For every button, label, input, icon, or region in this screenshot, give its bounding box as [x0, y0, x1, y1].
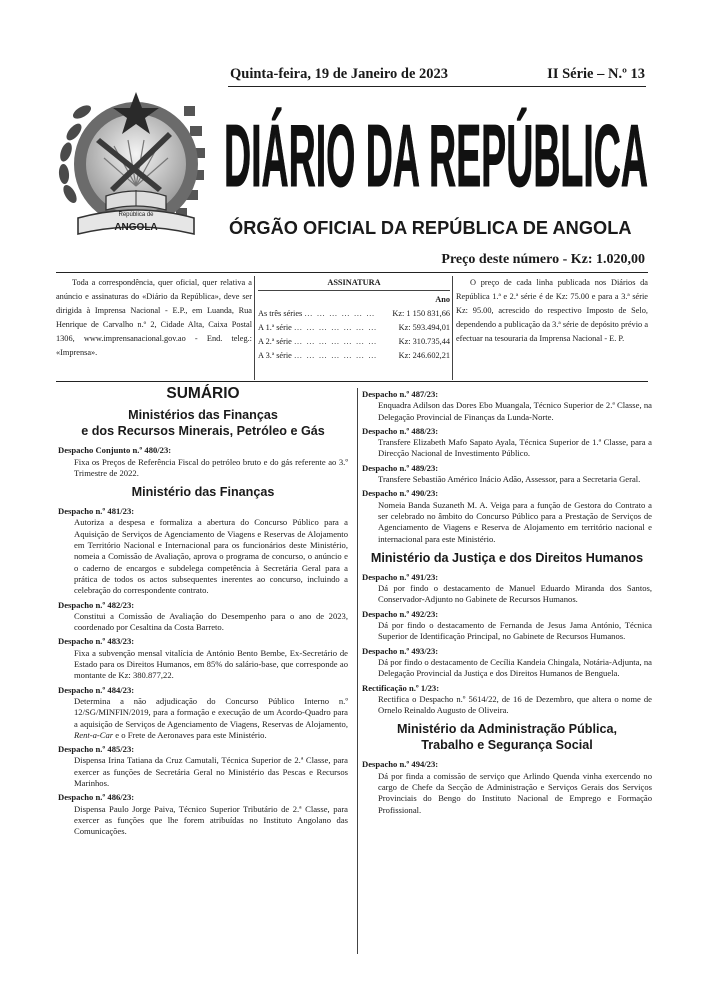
- subscription-row: A 1.ª série … … … … … … … Kz: 593.494,01: [258, 323, 450, 332]
- masthead-title: [222, 100, 652, 200]
- despacho-text: Dá por findo o destacamento de Manuel Eduardo Miranda dos Santos, Conservador-Adjunto no Gabinete de Recursos Humanos.: [378, 583, 652, 605]
- prices-text: O preço de cada linha publicada nos Diários da República 1.ª e 2.ª série é de Kz: 75.00 e para a 3.ª série Kz: 95.00, acrescido do respectivo Imposto de Selo, dependendo a publicação da 3.ª série de depósito prévio a efectuar na tesouraria da Imprensa Nacional - E. P.: [456, 278, 648, 343]
- subscription-row: A 3.ª série … … … … … … … Kz: 246.602,21: [258, 351, 450, 360]
- summary-heading: SUMÁRIO: [166, 385, 240, 402]
- despacho-heading: Despacho n.º 485/23:: [58, 744, 135, 755]
- issue-date: Quinta-feira, 19 de Janeiro de 2023: [230, 66, 449, 82]
- ministry-heading: Ministério da Administração Pública, Trabalho e Segurança Social: [397, 722, 617, 753]
- box-divider: [254, 276, 255, 380]
- despacho-heading: Despacho n.º 481/23:: [58, 506, 135, 517]
- rectificacao-text: Rectifica o Despacho n.º 5614/22, de 16 de Dezembro, que altera o nome de Ornelo Reinaldo Augusto de Oliveira.: [378, 693, 652, 716]
- ministry-heading: Ministério da Justiça e dos Direitos Humanos: [370, 550, 644, 565]
- despacho-heading: Despacho n.º 483/23:: [58, 636, 135, 647]
- despacho-text: Nomeia Banda Suzaneth M. A. Veiga para a função de Gestora do Contrato a ser celebrado no âmbito do Concurso Público para a Prestação de Serviços de Agenciamento de Viagens e Reserva de Alojamento em território nacional e internacional para este Ministério.: [378, 499, 652, 544]
- despacho-text: Dá por finda a comissão de serviço que Arlindo Quenda vinha exercendo no cargo de Chefe da Secção de Administração e Serviços Gerais dos Serviços Provinciais do Bengo do Instituto Nacional de Emprego e Formação Profissional.: [378, 770, 652, 815]
- despacho-text: Determina a não adjudicação do Concurso Público Interno n.º 12/SG/MINFIN/2019, para a formação e execução de um Acordo-Quadro para a aquisição de Serviços de Agenciamento de Viagens, Reservas de Alojamento, Rent-a-Car e o Frete de Aeronaves para este Ministério.: [74, 695, 348, 740]
- box-divider: [452, 276, 453, 380]
- despacho-heading: Despacho n.º 494/23:: [362, 759, 439, 770]
- despacho-heading: Despacho n.º 482/23:: [58, 599, 135, 610]
- despacho-text: Enquadra Adilson das Dores Ebo Muangala, Técnico Superior de 2.ª Classe, na Delegação Provincial de Finanças da Lunda-Norte.: [378, 400, 652, 422]
- masthead-subtitle: ÓRGÃO OFICIAL DA REPÚBLICA DE ANGOLA: [229, 218, 632, 238]
- subscription-row: A 2.ª série … … … … … … … Kz: 310.735,44: [258, 337, 450, 346]
- despacho-text: Autoriza a despesa e formaliza a abertura do Concurso Público para a Aquisição de Serviços de Agenciamento de Viagens e Reservas de Alojamento em Território Nacional e Internacional para os funcionários deste Ministério, nomeia a Comissão de Avaliação, aprova o programa de concurso, o anúncio e o caderno de encargos e subdelega competência à Secretária Geral para a prática de todos os actos subsequentes inerentes ao concurso, incluindo a celebração do correspondente contrato.: [74, 517, 348, 596]
- angola-coat-of-arms: [52, 68, 210, 244]
- emblem-banner-text: ANGOLA: [114, 222, 158, 233]
- despacho-text: Transfere Sebastião Américo Inácio Adão, Assessor, para a Secretaria Geral.: [378, 474, 641, 485]
- despacho-text: Dispensa Irina Tatiana da Cruz Camutali, Técnica Superior de 2.ª Classe, para exercer as funções de Secretária Geral no Ministério das Pescas e Recursos Marinhos.: [74, 755, 348, 789]
- masthead-title-text: DIÁRIO DA REPÚBLICA: [224, 106, 648, 200]
- subscription-row: As três séries … … … … … … Kz: 1 150 831,66: [258, 309, 450, 318]
- issue-price: Preço deste número - Kz: 1.020,00: [441, 252, 645, 267]
- despacho-heading: Despacho n.º 489/23:: [362, 462, 439, 473]
- despacho-text: Dá por findo o destacamento de Fernanda de Jesus Jama António, Técnica Superior de Identificação Principal, no Gabinete de Recursos Humanos.: [378, 620, 652, 642]
- despacho-heading: Despacho n.º 484/23:: [58, 684, 135, 695]
- despacho-heading: Despacho n.º 487/23:: [362, 389, 439, 399]
- despacho-heading: Despacho n.º 488/23:: [362, 425, 439, 436]
- despacho-heading: Despacho n.º 490/23:: [362, 488, 439, 499]
- emblem-ring-text: República de: [118, 212, 154, 218]
- summary-right-column: [362, 386, 652, 818]
- despacho-text: Dá por findo o destacamento de Cecília Kandeia Chingala, Notária-Adjunta, na Delegação Provincial da Justiça e dos Direitos Humanos de Benguela.: [378, 656, 652, 679]
- despacho-text: Transfere Elizabeth Mafo Sapato Ayala, Técnica Superior de 1.ª Classe, para a Direcção Nacional de Investimento Público.: [378, 437, 652, 459]
- column-divider: [357, 388, 358, 954]
- despacho-text: Fixa os Preços de Referência Fiscal do petróleo bruto e do gás referente ao 3.º Trimestre de 2022.: [74, 456, 348, 478]
- summary-left-column: [58, 386, 348, 840]
- despacho-text: Constitui a Comissão de Avaliação do Desempenho para o ano de 2023, coordenado por Cesaltina da Costa Barreto.: [74, 610, 348, 633]
- ministry-heading: Ministério das Finanças: [131, 485, 275, 500]
- despacho-text: Fixa a subvenção mensal vitalícia de António Bento Bembe, Ex-Secretário de Estado para os Direitos Humanos, em 85% do salário-base, que corresponde ao montante de Kz: 380.877,22.: [74, 647, 348, 681]
- despacho-heading: Despacho n.º 486/23:: [58, 792, 135, 803]
- subscription-year-label: Ano: [435, 295, 450, 304]
- rectificacao-heading: Rectificação n.º 1/23:: [362, 682, 440, 693]
- rule-bottom: [56, 381, 648, 382]
- correspondence-text: Toda a correspondência, quer oficial, quer relativa a anúncio e assinaturas do «Diário da República», deve ser dirigida à Imprensa Nacional - E.P., em Luanda, Rua Henrique de Carvalho n.º 2, Cidade Alta, Caixa Postal 1306, www.imprensanacional.gov.ao - End. teleg.: «Imprensa».: [56, 278, 252, 357]
- issue-serie: II Série – N.º 13: [547, 66, 645, 82]
- despacho-text: Dispensa Paulo Jorge Paiva, Técnico Superior Tributário de 2.ª Classe, para exercer as funções que lhe forem atribuídas no Instituto Angolano das Comunicações.: [74, 803, 348, 837]
- subscription-title: ASSINATURA: [258, 276, 450, 291]
- despacho-heading: Despacho n.º 492/23:: [362, 608, 439, 619]
- despacho-heading: Despacho n.º 493/23:: [362, 645, 439, 656]
- rule-top: [228, 86, 646, 87]
- rule-mid: [56, 272, 648, 273]
- despacho-heading: Despacho n.º 491/23:: [362, 571, 439, 582]
- despacho-heading: Despacho Conjunto n.º 480/23:: [58, 445, 172, 456]
- ministry-heading: Ministérios das Finanças e dos Recursos Minerais, Petróleo e Gás: [81, 408, 325, 439]
- info-box: [56, 276, 648, 378]
- subscription-table: [258, 276, 450, 363]
